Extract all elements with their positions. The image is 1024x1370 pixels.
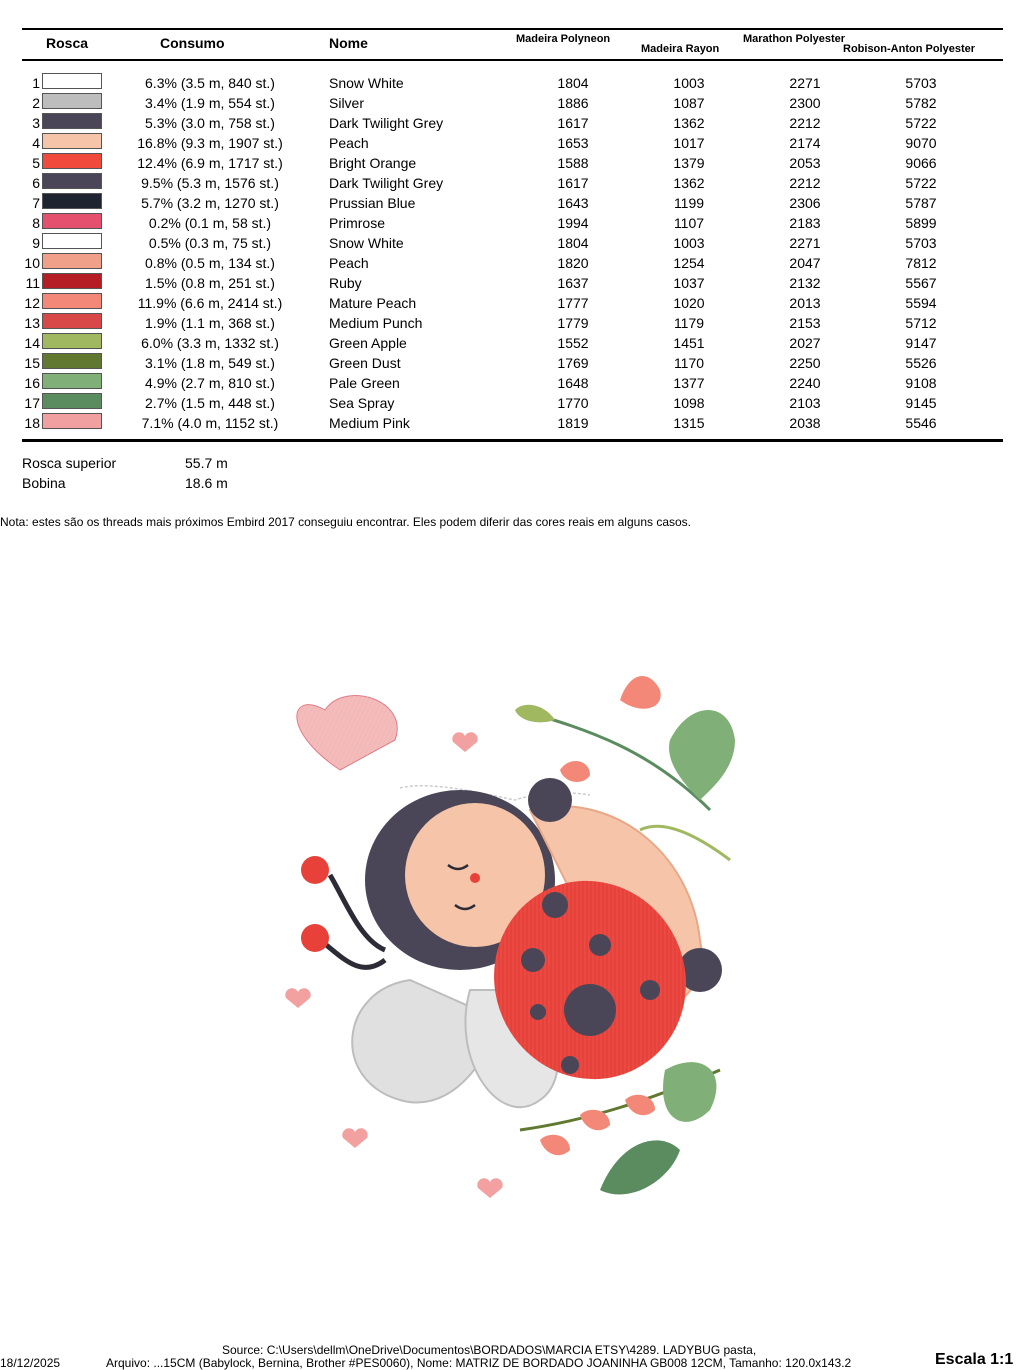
robison-anton-code: 5594	[905, 295, 937, 311]
table-row	[0, 132, 1024, 152]
madeira-rayon-code: 1037	[673, 275, 705, 291]
bobina-label: Bobina	[22, 475, 66, 491]
color-swatch	[42, 233, 102, 249]
thread-consumo: 7.1% (4.0 m, 1152 st.)	[141, 415, 279, 431]
thread-number: 18	[24, 415, 40, 431]
thread-number: 8	[32, 215, 40, 231]
thread-consumo: 1.5% (0.8 m, 251 st.)	[145, 275, 275, 291]
madeira-polyneon-code: 1804	[557, 235, 589, 251]
madeira-rayon-code: 1315	[673, 415, 705, 431]
marathon-polyester-code: 2300	[789, 95, 821, 111]
marathon-polyester-code: 2132	[789, 275, 821, 291]
color-swatch	[42, 373, 102, 389]
thread-name: Bright Orange	[329, 155, 417, 171]
table-top-rule	[22, 28, 1003, 30]
robison-anton-code: 5567	[905, 275, 937, 291]
table-row	[0, 292, 1024, 312]
thread-number: 2	[32, 95, 40, 111]
madeira-polyneon-code: 1886	[557, 95, 589, 111]
color-swatch	[42, 413, 102, 429]
thread-name: Medium Punch	[329, 315, 423, 331]
table-row	[0, 232, 1024, 252]
madeira-rayon-code: 1379	[673, 155, 705, 171]
marathon-polyester-code: 2174	[789, 135, 821, 151]
table-row	[0, 212, 1024, 232]
thread-name: Snow White	[329, 235, 404, 251]
table-row	[0, 252, 1024, 272]
madeira-rayon-code: 1377	[673, 375, 705, 391]
thread-consumo: 5.3% (3.0 m, 758 st.)	[145, 115, 275, 131]
thread-name: Green Dust	[329, 355, 401, 371]
thread-name: Peach	[329, 255, 369, 271]
thread-number: 11	[25, 275, 40, 291]
color-swatch	[42, 293, 102, 309]
table-header-rule	[22, 59, 1003, 61]
thread-name: Prussian Blue	[329, 195, 416, 211]
madeira-polyneon-code: 1617	[557, 175, 589, 191]
robison-anton-code: 5787	[905, 195, 937, 211]
thread-consumo: 2.7% (1.5 m, 448 st.)	[145, 395, 275, 411]
madeira-rayon-code: 1017	[673, 135, 705, 151]
marathon-polyester-code: 2183	[789, 215, 821, 231]
madeira-polyneon-code: 1643	[557, 195, 589, 211]
footer-source: Source: C:\Users\dellm\OneDrive\Documentos\BORDADOS\MARCIA ETSY\4289. LADYBUG pasta,	[222, 1343, 757, 1357]
robison-anton-code: 5526	[905, 355, 937, 371]
madeira-polyneon-code: 1804	[557, 75, 589, 91]
madeira-rayon-code: 1098	[673, 395, 705, 411]
marathon-polyester-code: 2053	[789, 155, 821, 171]
thread-consumo: 3.1% (1.8 m, 549 st.)	[145, 355, 275, 371]
table-row	[0, 312, 1024, 332]
table-row	[0, 352, 1024, 372]
marathon-polyester-code: 2212	[789, 175, 821, 191]
header-marathon-polyester: Marathon Polyester	[743, 33, 846, 45]
madeira-rayon-code: 1451	[673, 335, 705, 351]
thread-consumo: 6.3% (3.5 m, 840 st.)	[145, 75, 275, 91]
color-swatch	[42, 153, 102, 169]
table-row	[0, 172, 1024, 192]
thread-number: 5	[32, 155, 40, 171]
robison-anton-code: 5703	[905, 75, 937, 91]
thread-consumo: 9.5% (5.3 m, 1576 st.)	[141, 175, 279, 191]
marathon-polyester-code: 2271	[789, 235, 821, 251]
marathon-polyester-code: 2271	[789, 75, 821, 91]
thread-number: 15	[24, 355, 40, 371]
thread-consumo: 3.4% (1.9 m, 554 st.)	[145, 95, 275, 111]
footer-date: 18/12/2025	[0, 1356, 61, 1370]
thread-number: 16	[24, 375, 40, 391]
color-swatch	[42, 93, 102, 109]
table-row	[0, 392, 1024, 412]
robison-anton-code: 5782	[905, 95, 937, 111]
madeira-polyneon-code: 1777	[557, 295, 589, 311]
thread-consumo: 0.5% (0.3 m, 75 st.)	[148, 235, 272, 251]
marathon-polyester-code: 2038	[789, 415, 821, 431]
table-row	[0, 372, 1024, 392]
robison-anton-code: 9066	[905, 155, 937, 171]
thread-consumo: 0.8% (0.5 m, 134 st.)	[145, 255, 275, 271]
color-swatch	[42, 193, 102, 209]
thread-number: 12	[24, 295, 40, 311]
marathon-polyester-code: 2047	[789, 255, 821, 271]
madeira-rayon-code: 1087	[673, 95, 705, 111]
color-swatch	[42, 273, 102, 289]
ladybug-embroidery-image	[270, 660, 750, 1210]
header-madeira-polyneon: Madeira Polyneon	[516, 33, 611, 45]
rosca-superior-value: 55.7 m	[185, 455, 228, 471]
madeira-polyneon-code: 1617	[557, 115, 589, 131]
table-row	[0, 112, 1024, 132]
thread-consumo: 11.9% (6.6 m, 2414 st.)	[137, 295, 283, 311]
madeira-polyneon-code: 1779	[557, 315, 589, 331]
madeira-rayon-code: 1179	[673, 315, 705, 331]
thread-name: Primrose	[329, 215, 386, 231]
thread-number: 3	[32, 115, 40, 131]
thread-name: Dark Twilight Grey	[329, 115, 444, 131]
thread-number: 10	[24, 255, 40, 271]
robison-anton-code: 5546	[905, 415, 937, 431]
robison-anton-code: 9070	[905, 135, 937, 151]
madeira-rayon-code: 1003	[673, 75, 705, 91]
thread-name: Ruby	[329, 275, 362, 291]
thread-number: 13	[24, 315, 40, 331]
madeira-rayon-code: 1003	[673, 235, 705, 251]
header-robison-anton: Robison-Anton Polyester	[843, 43, 976, 55]
robison-anton-code: 5703	[905, 235, 937, 251]
thread-name: Silver	[329, 95, 365, 111]
header-nome: Nome	[329, 35, 368, 51]
table-bottom-rule	[22, 439, 1003, 442]
robison-anton-code: 5722	[905, 175, 937, 191]
madeira-rayon-code: 1170	[673, 355, 705, 371]
thread-name: Dark Twilight Grey	[329, 175, 444, 191]
table-row	[0, 152, 1024, 172]
thread-number: 6	[32, 175, 40, 191]
rosca-superior-label: Rosca superior	[22, 455, 117, 471]
color-swatch	[42, 333, 102, 349]
madeira-polyneon-code: 1588	[557, 155, 589, 171]
marathon-polyester-code: 2153	[789, 315, 821, 331]
thread-name: Sea Spray	[329, 395, 395, 411]
thread-name: Mature Peach	[329, 295, 417, 311]
robison-anton-code: 5722	[905, 115, 937, 131]
thread-name: Green Apple	[329, 335, 407, 351]
bobina-value: 18.6 m	[185, 475, 228, 491]
madeira-rayon-code: 1107	[673, 215, 705, 231]
header-consumo: Consumo	[160, 35, 225, 51]
thread-number: 7	[32, 195, 40, 211]
thread-number: 4	[32, 135, 40, 151]
madeira-rayon-code: 1254	[673, 255, 705, 271]
madeira-polyneon-code: 1552	[557, 335, 589, 351]
table-row	[0, 192, 1024, 212]
table-row	[0, 72, 1024, 92]
marathon-polyester-code: 2250	[789, 355, 821, 371]
color-swatch	[42, 253, 102, 269]
header-rosca: Rosca	[46, 35, 89, 51]
madeira-rayon-code: 1362	[673, 175, 705, 191]
madeira-polyneon-code: 1648	[557, 375, 589, 391]
thread-number: 9	[32, 235, 40, 251]
marathon-polyester-code: 2103	[789, 395, 821, 411]
robison-anton-code: 9108	[905, 375, 937, 391]
marathon-polyester-code: 2240	[789, 375, 821, 391]
color-swatch	[42, 133, 102, 149]
thread-consumo: 1.9% (1.1 m, 368 st.)	[145, 315, 275, 331]
table-row	[0, 412, 1024, 432]
thread-consumo: 12.4% (6.9 m, 1717 st.)	[137, 155, 283, 171]
color-swatch	[42, 173, 102, 189]
marathon-polyester-code: 2306	[789, 195, 821, 211]
thread-number: 17	[24, 395, 40, 411]
color-swatch	[42, 313, 102, 329]
madeira-polyneon-code: 1819	[557, 415, 589, 431]
thread-name: Peach	[329, 135, 369, 151]
table-row	[0, 332, 1024, 352]
disclaimer-note: Nota: estes são os threads mais próximos Embird 2017 conseguiu encontrar. Eles podem diferir das cores reais em alguns casos.	[0, 515, 692, 529]
madeira-polyneon-code: 1637	[557, 275, 589, 291]
thread-number: 1	[32, 75, 40, 91]
footer-arquivo: Arquivo: ...15CM (Babylock, Bernina, Brother #PES0060), Nome: MATRIZ DE BORDADO JOANINHA GB008 12CM, Tamanho: 120.0x143.2	[106, 1356, 852, 1370]
madeira-polyneon-code: 1820	[557, 255, 589, 271]
color-swatch	[42, 73, 102, 89]
marathon-polyester-code: 2013	[789, 295, 821, 311]
thread-name: Medium Pink	[329, 415, 410, 431]
robison-anton-code: 9147	[905, 335, 937, 351]
madeira-rayon-code: 1199	[673, 195, 705, 211]
marathon-polyester-code: 2027	[789, 335, 821, 351]
header-madeira-rayon: Madeira Rayon	[641, 43, 720, 55]
robison-anton-code: 7812	[905, 255, 937, 271]
madeira-polyneon-code: 1653	[557, 135, 589, 151]
color-swatch	[42, 113, 102, 129]
thread-consumo: 6.0% (3.3 m, 1332 st.)	[141, 335, 279, 351]
thread-consumo: 5.7% (3.2 m, 1270 st.)	[141, 195, 279, 211]
madeira-polyneon-code: 1994	[557, 215, 589, 231]
madeira-polyneon-code: 1769	[557, 355, 589, 371]
color-swatch	[42, 353, 102, 369]
thread-consumo: 4.9% (2.7 m, 810 st.)	[145, 375, 275, 391]
thread-consumo: 0.2% (0.1 m, 58 st.)	[148, 215, 272, 231]
madeira-polyneon-code: 1770	[557, 395, 589, 411]
thread-name: Snow White	[329, 75, 404, 91]
table-row	[0, 272, 1024, 292]
robison-anton-code: 5899	[905, 215, 937, 231]
color-swatch	[42, 393, 102, 409]
robison-anton-code: 9145	[905, 395, 937, 411]
thread-consumo: 16.8% (9.3 m, 1907 st.)	[137, 135, 283, 151]
madeira-rayon-code: 1362	[673, 115, 705, 131]
marathon-polyester-code: 2212	[789, 115, 821, 131]
footer-escala: Escala 1:1	[935, 1351, 1014, 1368]
color-swatch	[42, 213, 102, 229]
thread-number: 14	[24, 335, 40, 351]
thread-name: Pale Green	[329, 375, 400, 391]
robison-anton-code: 5712	[905, 315, 937, 331]
madeira-rayon-code: 1020	[673, 295, 705, 311]
table-row	[0, 92, 1024, 112]
